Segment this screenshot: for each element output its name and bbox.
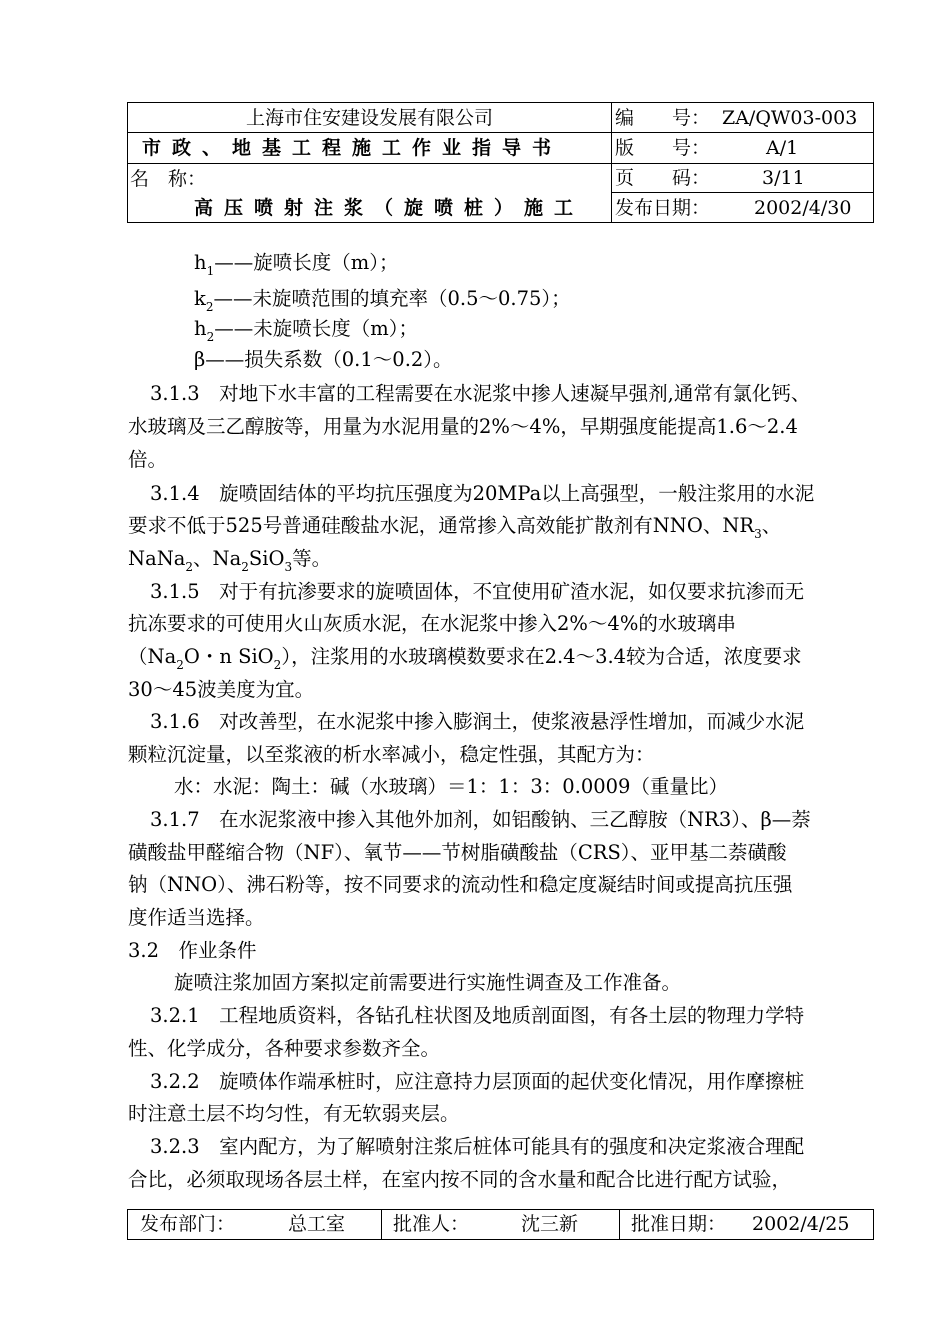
footer-divider (619, 1210, 620, 1239)
code-value: ZA/QW03-003 (722, 107, 858, 129)
doc-type: 市政、地基工程施工作业指导书 (142, 137, 563, 159)
section-heading: 3.2 作业条件 (128, 939, 257, 962)
formula-line: $k_2——$未旋喷范围的填充率（0.5～0.75）； (194, 287, 571, 314)
paragraph-line: 性、化学成分，各种要求参数齐全。 (128, 1037, 441, 1060)
approver-label: 批准人： (393, 1213, 470, 1235)
paragraph-line: 抗冻要求的可使用火山灰质水泥，在水泥浆中掺入2%～4%的水玻璃串 (128, 612, 736, 635)
footer-table (127, 1209, 874, 1240)
approve-date-label: 批准日期： (631, 1213, 727, 1235)
paragraph-line: （$Na_2O$・n SiO$_2$），注浆用的水玻璃模数要求在2.4～3.4较为合适，浓度要求 (128, 645, 802, 672)
paragraph-line: 3.2.3 室内配方，为了解喷射注浆后桩体可能具有的强度和决定浆液合理配 (150, 1135, 805, 1158)
approver-value: 沈三新 (521, 1213, 579, 1235)
approve-date-value: 2002/4/25 (752, 1213, 850, 1235)
footer-divider (381, 1210, 382, 1239)
page-value: 3/11 (762, 167, 805, 189)
date-value: 2002/4/30 (754, 197, 852, 219)
version-value: A/1 (766, 137, 799, 159)
paragraph-line: 3.1.5 对于有抗渗要求的旋喷固体，不宜使用矿渣水泥，如仅要求抗渗而无 (150, 580, 805, 603)
paragraph-line: 磺酸盐甲醛缩合物（NF）、氧节——节树脂磺酸盐（CRS）、亚甲基二萘磺酸 (128, 841, 787, 864)
page-label: 页 码： (615, 167, 711, 189)
paragraph-line: 3.1.3 对地下水丰富的工程需要在水泥浆中掺人速凝早强剂,通常有氯化钙、 (150, 382, 811, 405)
formula-line: $h_1——$旋喷长度（m）； (194, 251, 399, 278)
code-label: 编 号： (615, 107, 711, 129)
version-label: 版 号： (615, 137, 711, 159)
paragraph-line: 3.1.6 对改善型，在水泥浆中掺入膨润土，使浆液悬浮性增加，而减少水泥 (150, 710, 805, 733)
formula-ratio: 水：水泥：陶土：碱（水玻璃）＝1：1：3：0.0009（重量比） (174, 775, 728, 798)
paragraph-line: 要求不低于525号普通硅酸盐水泥，通常掺入高效能扩散剂有NNO、$NR_3$、 (128, 514, 782, 541)
formula-line: β——损失系数（0.1～0.2）。 (194, 348, 453, 371)
paragraph-line: 30～45波美度为宜。 (128, 678, 315, 701)
paragraph-line: 颗粒沉淀量，以至浆液的析水率减小，稳定性强，其配方为： (128, 743, 655, 766)
paragraph-line: 度作适当选择。 (128, 906, 265, 929)
paragraph-line: 3.1.7 在水泥浆液中掺入其他外加剂，如铝酸钠、三乙醇胺（NR3）、β—萘 (150, 808, 811, 831)
paragraph-line: 3.2.1 工程地质资料，各钻孔柱状图及地质剖面图，有各土层的物理力学特 (150, 1004, 805, 1027)
paragraph-line: 3.1.4 旋喷固结体的平均抗压强度为20MPa以上高强型，一般注浆用的水泥 (150, 482, 815, 505)
paragraph-line: 倍。 (128, 448, 168, 471)
dept-label: 发布部门： (140, 1213, 236, 1235)
company-name: 上海市住安建设发展有限公司 (245, 107, 493, 129)
name-label: 名 称： (130, 168, 207, 190)
paragraph-line: 旋喷注浆加固方案拟定前需要进行实施性调查及工作准备。 (174, 971, 682, 994)
formula-line: $h_2——$未旋喷长度（m）； (194, 317, 418, 344)
paragraph-line: 3.2.2 旋喷体作端承桩时，应注意持力层顶面的起伏变化情况，用作摩擦桩 (150, 1070, 805, 1093)
paragraph-line: NaNa$_2$、$Na_2SiO_3$等。 (128, 547, 332, 574)
paragraph-line: 钠（NNO）、沸石粉等，按不同要求的流动性和稳定度凝结时间或提高抗压强 (128, 873, 793, 896)
date-label: 发布日期： (615, 197, 711, 219)
header-table (127, 102, 874, 223)
paragraph-line: 水玻璃及三乙醇胺等，用量为水泥用量的2%～4%，早期强度能提高1.6～2.4 (128, 415, 798, 438)
paragraph-line: 合比，必须取现场各层土样，在室内按不同的含水量和配合比进行配方试验， (128, 1168, 792, 1191)
project-title: 高压喷射注浆（旋喷桩）施工 (194, 197, 585, 219)
paragraph-line: 时注意土层不均匀性，有无软弱夹层。 (128, 1102, 460, 1125)
dept-value: 总工室 (288, 1213, 346, 1235)
